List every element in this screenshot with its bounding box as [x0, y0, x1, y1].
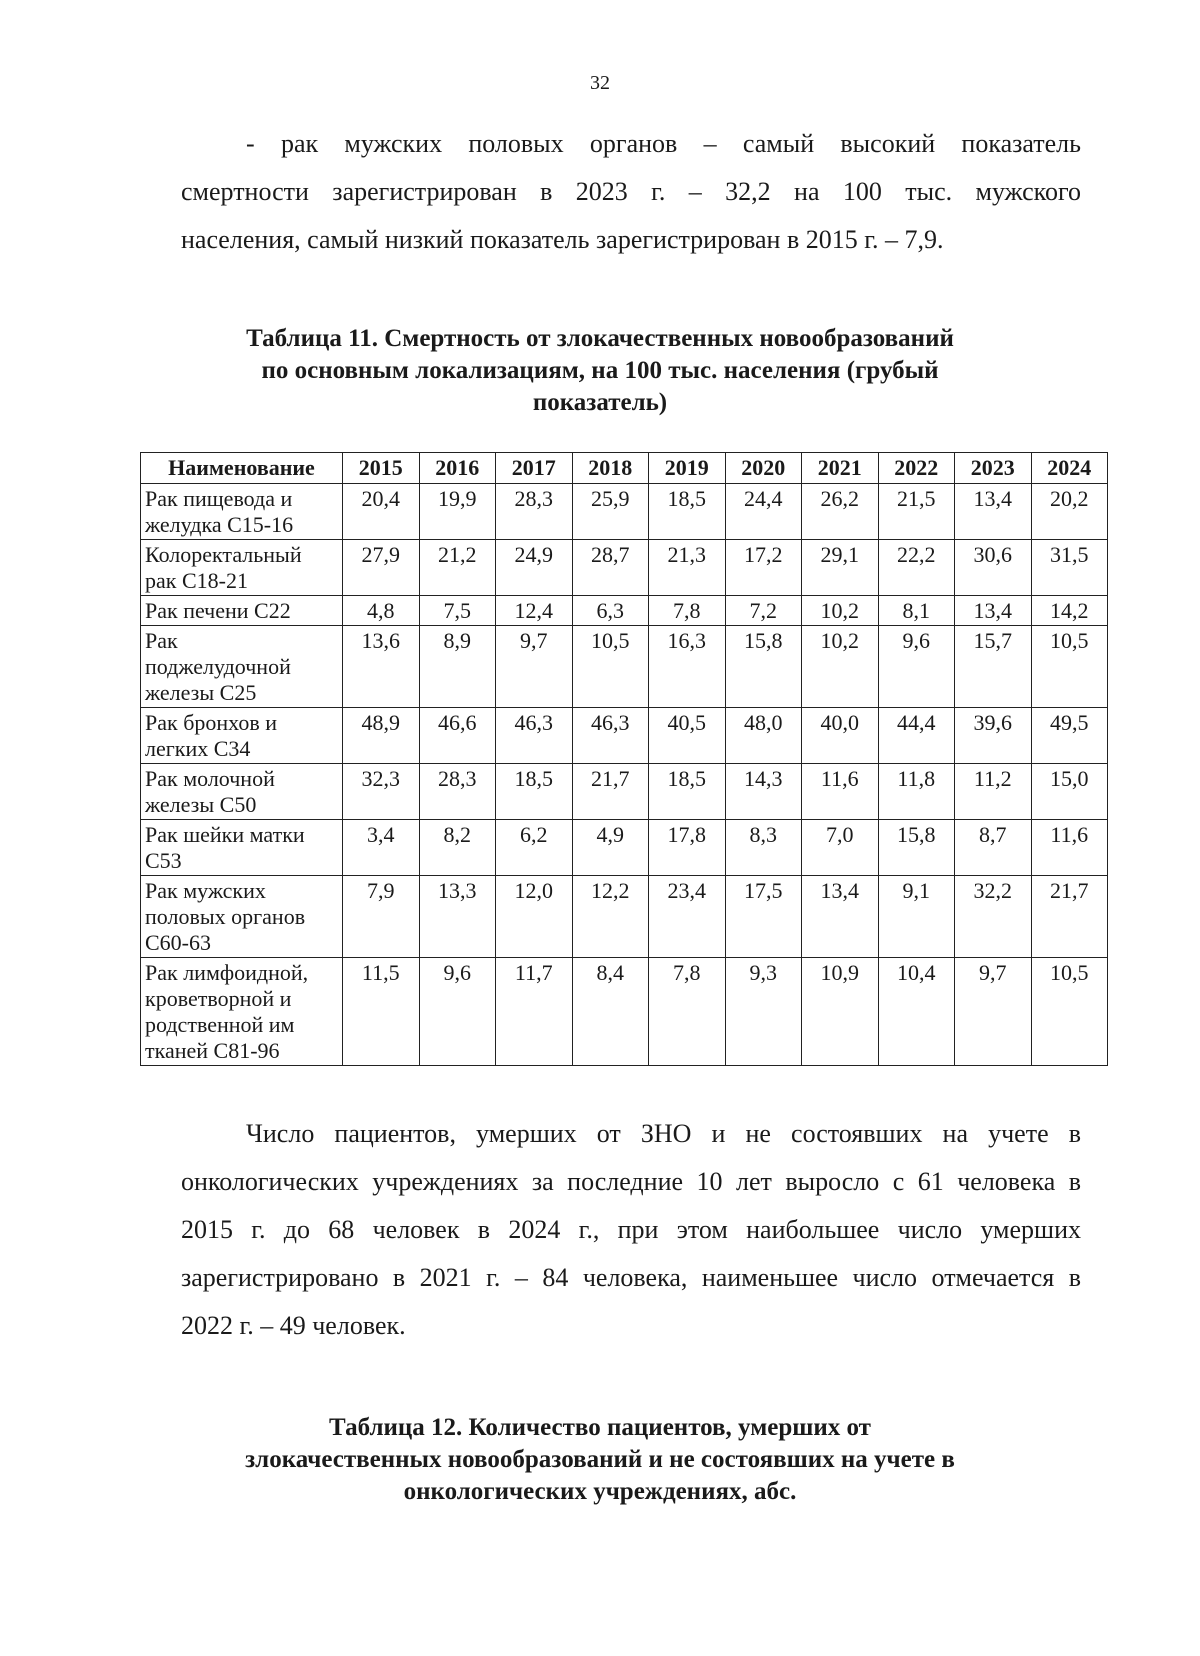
- row-name-line: рак С18-21: [145, 568, 248, 593]
- value-cell: 49,5: [1031, 708, 1108, 764]
- value-cell: 21,5: [878, 484, 955, 540]
- column-header-year: 2021: [802, 453, 879, 484]
- caption-line: Таблица 11. Смертность от злокачественных новообразований: [246, 325, 954, 352]
- value-cell: 13,6: [343, 626, 420, 708]
- value-cell: 13,4: [802, 876, 879, 958]
- row-name-line: желудка С15-16: [145, 512, 294, 537]
- value-cell: 15,8: [725, 626, 802, 708]
- value-cell: 8,9: [419, 626, 496, 708]
- row-name-cell: [141, 596, 343, 626]
- table-row: [141, 820, 1108, 876]
- table-12-caption: [0, 1412, 1200, 1508]
- value-cell: 11,6: [1031, 820, 1108, 876]
- paragraph-line: - рак мужских половых органов – самый высокий показатель: [246, 129, 1081, 158]
- table-row: [141, 876, 1108, 958]
- row-name-cell: [141, 540, 343, 596]
- value-cell: 11,5: [343, 958, 420, 1066]
- caption-line: онкологических учреждениях, абс.: [403, 1478, 797, 1505]
- table-row: [141, 626, 1108, 708]
- value-cell: 11,6: [802, 764, 879, 820]
- value-cell: 28,3: [496, 484, 573, 540]
- value-cell: 15,8: [878, 820, 955, 876]
- value-cell: 21,2: [419, 540, 496, 596]
- column-header-year: 2017: [496, 453, 573, 484]
- paragraph-line: зарегистрировано в 2021 г. – 84 человека, наименьшее число отмечается в: [181, 1263, 1081, 1292]
- table-body: [141, 484, 1108, 1066]
- value-cell: 10,5: [1031, 626, 1108, 708]
- value-cell: 7,2: [725, 596, 802, 626]
- value-cell: 4,9: [572, 820, 649, 876]
- caption-line: показатель): [532, 389, 668, 416]
- column-header-year: 2016: [419, 453, 496, 484]
- value-cell: 8,4: [572, 958, 649, 1066]
- value-cell: 10,2: [802, 596, 879, 626]
- value-cell: 9,7: [955, 958, 1032, 1066]
- value-cell: 13,4: [955, 596, 1032, 626]
- value-cell: 46,6: [419, 708, 496, 764]
- row-name-line: Рак шейки матки: [145, 822, 305, 847]
- value-cell: 8,2: [419, 820, 496, 876]
- value-cell: 30,6: [955, 540, 1032, 596]
- row-name-cell: [141, 764, 343, 820]
- value-cell: 48,9: [343, 708, 420, 764]
- paragraph-line: населения, самый низкий показатель зарегистрирован в 2015 г. – 7,9.: [181, 225, 944, 254]
- caption-line: злокачественных новообразований и не состоявших на учете в: [245, 1446, 955, 1473]
- table-header-row: [141, 453, 1108, 484]
- value-cell: 13,3: [419, 876, 496, 958]
- value-cell: 40,0: [802, 708, 879, 764]
- value-cell: 12,0: [496, 876, 573, 958]
- column-header-year: 2020: [725, 453, 802, 484]
- value-cell: 17,2: [725, 540, 802, 596]
- value-cell: 18,5: [649, 764, 726, 820]
- value-cell: 46,3: [496, 708, 573, 764]
- value-cell: 48,0: [725, 708, 802, 764]
- row-name-line: Колоректальный: [145, 542, 302, 567]
- value-cell: 46,3: [572, 708, 649, 764]
- row-name-line: Рак лимфоидной,: [145, 960, 309, 985]
- row-name-line: кроветворной и: [145, 986, 292, 1011]
- value-cell: 24,4: [725, 484, 802, 540]
- intro-paragraph: [181, 120, 1081, 264]
- row-name-cell: [141, 708, 343, 764]
- value-cell: 18,5: [649, 484, 726, 540]
- value-cell: 3,4: [343, 820, 420, 876]
- column-header-name: Наименование: [141, 453, 343, 484]
- value-cell: 13,4: [955, 484, 1032, 540]
- value-cell: 10,5: [1031, 958, 1108, 1066]
- mortality-table: [140, 452, 1108, 1066]
- value-cell: 32,3: [343, 764, 420, 820]
- row-name-line: Рак: [145, 628, 178, 653]
- value-cell: 10,4: [878, 958, 955, 1066]
- value-cell: 14,3: [725, 764, 802, 820]
- value-cell: 7,0: [802, 820, 879, 876]
- value-cell: 6,3: [572, 596, 649, 626]
- paragraph-line: 2022 г. – 49 человек.: [181, 1311, 406, 1340]
- value-cell: 7,8: [649, 596, 726, 626]
- value-cell: 18,5: [496, 764, 573, 820]
- value-cell: 10,2: [802, 626, 879, 708]
- value-cell: 14,2: [1031, 596, 1108, 626]
- value-cell: 11,8: [878, 764, 955, 820]
- column-header-year: 2019: [649, 453, 726, 484]
- row-name-line: поджелудочной: [145, 654, 291, 679]
- value-cell: 39,6: [955, 708, 1032, 764]
- value-cell: 40,5: [649, 708, 726, 764]
- row-name-line: тканей С81-96: [145, 1038, 280, 1063]
- row-name-line: железы С50: [145, 792, 257, 817]
- value-cell: 8,1: [878, 596, 955, 626]
- value-cell: 17,5: [725, 876, 802, 958]
- value-cell: 15,7: [955, 626, 1032, 708]
- value-cell: 16,3: [649, 626, 726, 708]
- caption-line: по основным локализациям, на 100 тыс. населения (грубый: [261, 357, 939, 384]
- value-cell: 7,9: [343, 876, 420, 958]
- row-name-line: Рак мужских: [145, 878, 266, 903]
- value-cell: 25,9: [572, 484, 649, 540]
- value-cell: 21,3: [649, 540, 726, 596]
- value-cell: 32,2: [955, 876, 1032, 958]
- value-cell: 15,0: [1031, 764, 1108, 820]
- row-name-cell: [141, 958, 343, 1066]
- row-name-line: родственной им: [145, 1012, 295, 1037]
- table-row: [141, 958, 1108, 1066]
- row-name-line: Рак печени С22: [145, 598, 291, 623]
- column-header-year: 2024: [1031, 453, 1108, 484]
- value-cell: 10,9: [802, 958, 879, 1066]
- value-cell: 19,9: [419, 484, 496, 540]
- paragraph-line: Число пациентов, умерших от ЗНО и не состоявших на учете в: [246, 1119, 1081, 1148]
- value-cell: 20,2: [1031, 484, 1108, 540]
- value-cell: 20,4: [343, 484, 420, 540]
- value-cell: 21,7: [572, 764, 649, 820]
- value-cell: 8,3: [725, 820, 802, 876]
- row-name-cell: [141, 626, 343, 708]
- table-row: [141, 596, 1108, 626]
- value-cell: 11,7: [496, 958, 573, 1066]
- paragraph-line: онкологических учреждениях за последние 10 лет выросло с 61 человека в: [181, 1167, 1081, 1196]
- column-header-year: 2015: [343, 453, 420, 484]
- column-header-year: 2022: [878, 453, 955, 484]
- table-row: [141, 708, 1108, 764]
- row-name-cell: [141, 820, 343, 876]
- value-cell: 11,2: [955, 764, 1032, 820]
- paragraph-line: смертности зарегистрирован в 2023 г. – 32,2 на 100 тыс. мужского: [181, 177, 1081, 206]
- table-row: [141, 484, 1108, 540]
- value-cell: 22,2: [878, 540, 955, 596]
- row-name-line: Рак молочной: [145, 766, 275, 791]
- value-cell: 8,7: [955, 820, 1032, 876]
- value-cell: 17,8: [649, 820, 726, 876]
- value-cell: 7,8: [649, 958, 726, 1066]
- value-cell: 9,1: [878, 876, 955, 958]
- value-cell: 7,5: [419, 596, 496, 626]
- value-cell: 6,2: [496, 820, 573, 876]
- value-cell: 12,4: [496, 596, 573, 626]
- value-cell: 9,7: [496, 626, 573, 708]
- value-cell: 26,2: [802, 484, 879, 540]
- value-cell: 28,7: [572, 540, 649, 596]
- value-cell: 28,3: [419, 764, 496, 820]
- row-name-line: легких С34: [145, 736, 251, 761]
- row-name-cell: [141, 876, 343, 958]
- value-cell: 4,8: [343, 596, 420, 626]
- table-row: [141, 540, 1108, 596]
- value-cell: 27,9: [343, 540, 420, 596]
- table-row: [141, 764, 1108, 820]
- paragraph-line: 2015 г. до 68 человек в 2024 г., при этом наибольшее число умерших: [181, 1215, 1081, 1244]
- value-cell: 9,6: [878, 626, 955, 708]
- value-cell: 9,6: [419, 958, 496, 1066]
- value-cell: 24,9: [496, 540, 573, 596]
- row-name-line: Рак пищевода и: [145, 486, 293, 511]
- column-header-year: 2023: [955, 453, 1032, 484]
- value-cell: 9,3: [725, 958, 802, 1066]
- value-cell: 12,2: [572, 876, 649, 958]
- body-paragraph: [181, 1110, 1081, 1350]
- page-number: 32: [590, 72, 610, 94]
- row-name-line: Рак бронхов и: [145, 710, 277, 735]
- row-name-cell: [141, 484, 343, 540]
- value-cell: 31,5: [1031, 540, 1108, 596]
- value-cell: 29,1: [802, 540, 879, 596]
- caption-line: Таблица 12. Количество пациентов, умерших от: [329, 1414, 871, 1441]
- row-name-line: С53: [145, 848, 182, 873]
- table-11-caption: [0, 323, 1200, 419]
- row-name-line: железы С25: [145, 680, 257, 705]
- value-cell: 44,4: [878, 708, 955, 764]
- value-cell: 21,7: [1031, 876, 1108, 958]
- row-name-line: С60-63: [145, 930, 211, 955]
- column-header-year: 2018: [572, 453, 649, 484]
- value-cell: 10,5: [572, 626, 649, 708]
- value-cell: 23,4: [649, 876, 726, 958]
- row-name-line: половых органов: [145, 904, 306, 929]
